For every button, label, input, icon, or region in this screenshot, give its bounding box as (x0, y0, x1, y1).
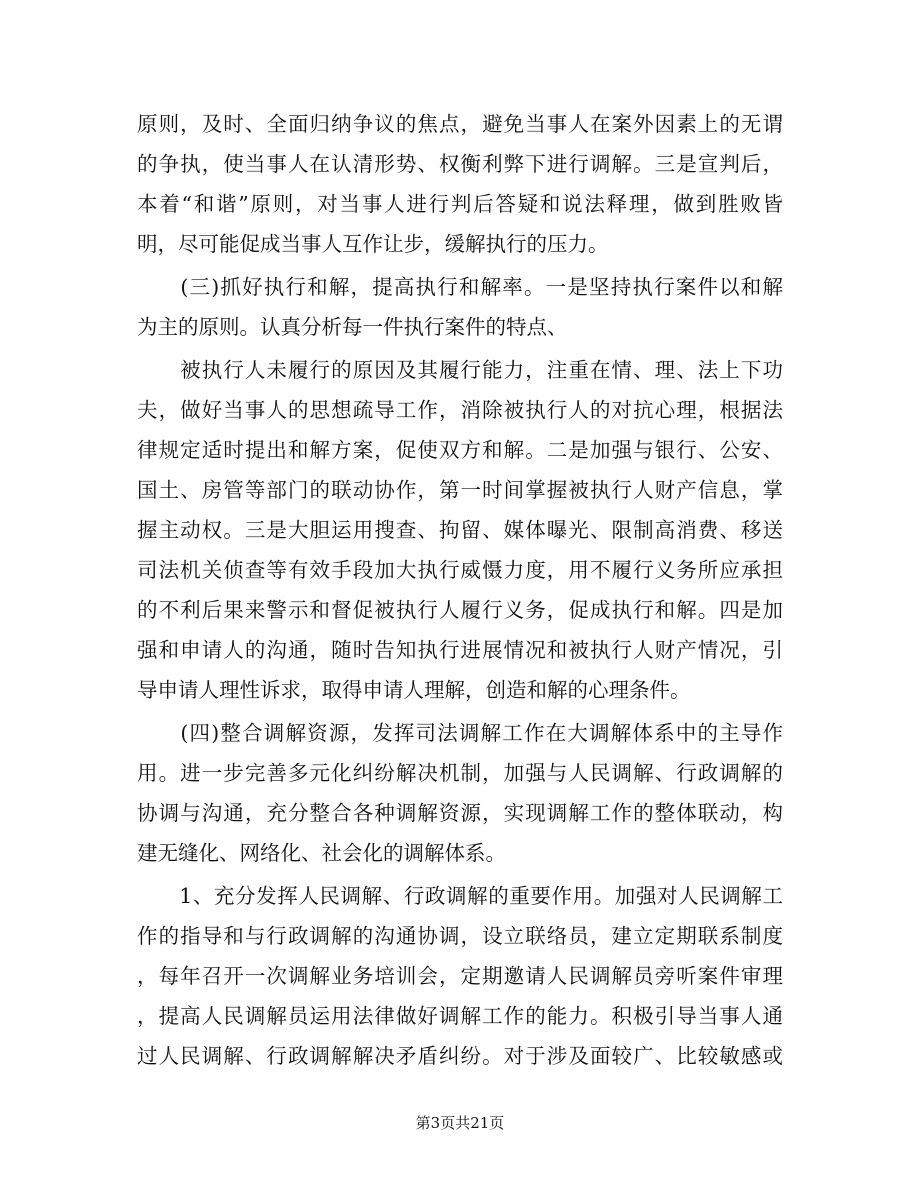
text-line: 本着“和谐”原则，对当事人进行判后答疑和说法释理，做到胜败皆 (137, 192, 783, 216)
text-line: (四)整合调解资源，发挥司法调解工作在大调解体系中的主导作 (137, 721, 783, 745)
text-line: 律规定适时提出和解方案，促使双方和解。二是加强与银行、公安、 (137, 438, 783, 462)
text-line: ，提高人民调解员运用法律做好调解工作的能力。积极引导当事人通 (137, 1004, 783, 1028)
text-line: 夫，做好当事人的思想疏导工作，消除被执行人的对抗心理，根据法 (137, 398, 783, 422)
text-line: 握主动权。三是大胆运用搜查、拘留、媒体曝光、限制高消费、移送 (137, 518, 783, 542)
text-line: 的争执，使当事人在认清形势、权衡利弊下进行调解。三是宣判后， (137, 152, 783, 176)
text-line: 明，尽可能促成当事人互作让步，缓解执行的压力。 (137, 232, 609, 256)
text-line: 强和申请人的沟通，随时告知执行进展情况和被执行人财产情况，引 (137, 638, 783, 662)
text-line: 1、充分发挥人民调解、行政调解的重要作用。加强对人民调解工 (137, 884, 783, 908)
text-line: 用。进一步完善多元化纠纷解决机制，加强与人民调解、行政调解的 (137, 761, 783, 785)
text-line: ，每年召开一次调解业务培训会，定期邀请人民调解员旁听案件审理 (137, 964, 783, 988)
text-line: 过人民调解、行政调解解决矛盾纠纷。对于涉及面较广、比较敏感或 (137, 1044, 783, 1068)
text-line: 原则，及时、全面归纳争议的焦点，避免当事人在案外因素上的无谓 (137, 112, 783, 136)
text-line: 为主的原则。认真分析每一件执行案件的特点、 (137, 315, 568, 339)
text-line: (三)抓好执行和解，提高执行和解率。一是坚持执行案件以和解 (137, 275, 783, 299)
text-line: 的不利后果来警示和督促被执行人履行义务，促成执行和解。四是加 (137, 598, 783, 622)
text-line: 导申请人理性诉求，取得申请人理解，创造和解的心理条件。 (137, 678, 691, 702)
text-line: 司法机关侦查等有效手段加大执行威慑力度，用不履行义务所应承担 (137, 558, 783, 582)
text-line: 建无缝化、网络化、社会化的调解体系。 (137, 841, 506, 865)
text-line: 协调与沟通，充分整合各种调解资源，实现调解工作的整体联动，构 (137, 801, 783, 825)
text-line: 被执行人未履行的原因及其履行能力，注重在情、理、法上下功 (137, 358, 783, 382)
text-line: 作的指导和与行政调解的沟通协调，设立联络员，建立定期联系制度 (137, 924, 783, 948)
text-line: 国土、房管等部门的联动协作，第一时间掌握被执行人财产信息，掌 (137, 478, 783, 502)
page-number-footer: 第3页共21页 (415, 1114, 505, 1132)
